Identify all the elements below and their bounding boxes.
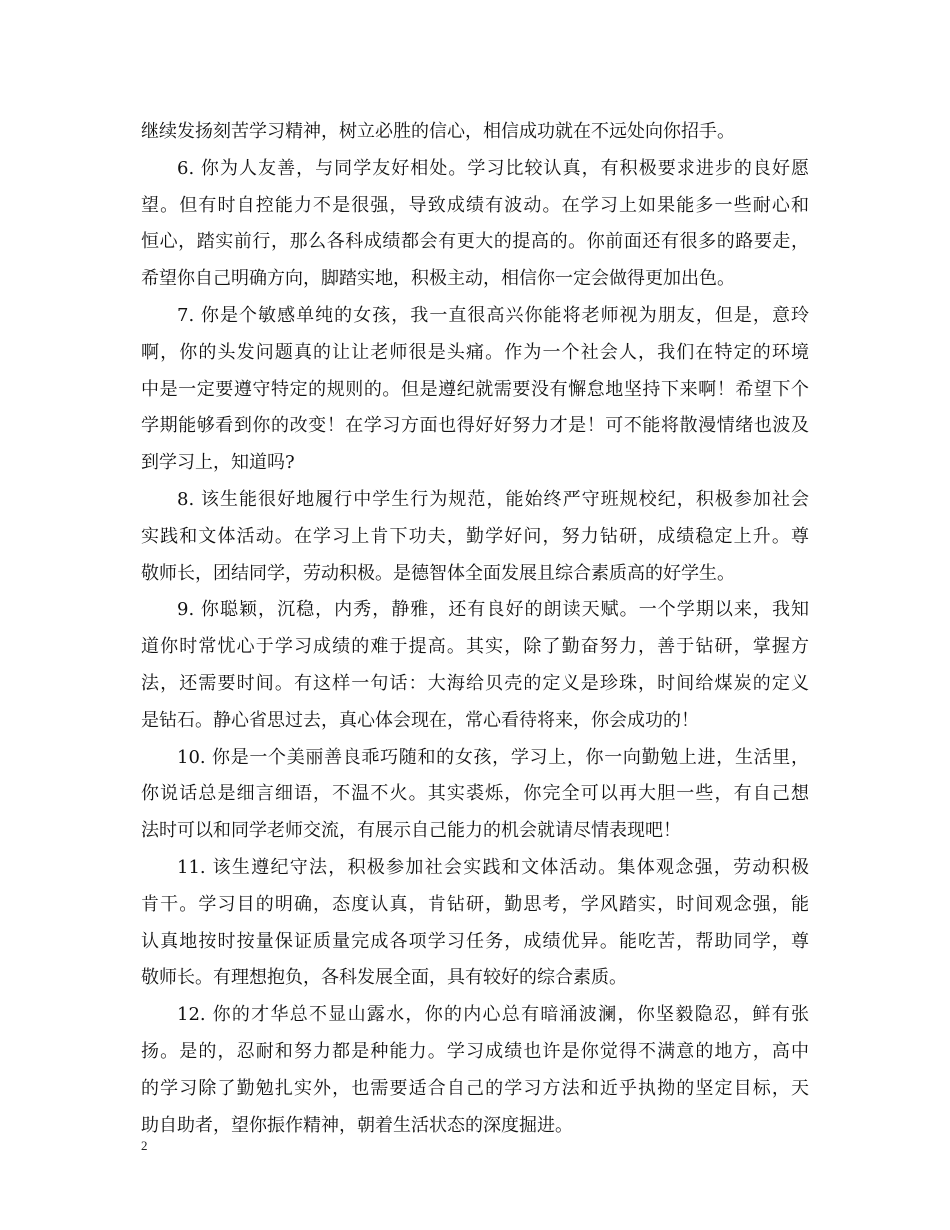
text-line: 肯干。学习目的明确，态度认真，肯钻研，勤思考，学风踏实，时间观念强，能	[141, 893, 809, 915]
text-line: 法时可以和同学老师交流，有展示自己能力的机会就请尽情表现吧！	[141, 820, 681, 842]
text-line: 你说话总是细言细语，不温不火。其实裘烁，你完全可以再大胆一些，有自己想	[141, 783, 809, 805]
text-line: 敬师长。有理想抱负，各科发展全面，具有较好的综合素质。	[141, 967, 627, 989]
text-line: 啊，你的头发问题真的让让老师很是头痛。作为一个社会人，我们在特定的环境	[141, 341, 809, 363]
text-line: 8. 该生能很好地履行中学生行为规范，能始终严守班规校纪，积极参加社会	[177, 488, 809, 510]
text-line: 扬。是的，忍耐和努力都是种能力。学习成绩也许是你觉得不满意的地方，高中	[141, 1040, 809, 1062]
text-line: 10. 你是一个美丽善良乖巧随和的女孩，学习上，你一向勤勉上进，生活里，	[177, 746, 809, 768]
text-line: 道你时常忧心于学习成绩的难于提高。其实，除了勤奋努力，善于钻研，掌握方	[141, 636, 809, 658]
text-line: 敬师长，团结同学，劳动积极。是德智体全面发展且综合素质高的好学生。	[141, 562, 735, 584]
text-line: 学期能够看到你的改变！在学习方面也得好好努力才是！可不能将散漫情绪也波及	[141, 415, 809, 437]
text-line: 认真地按时按量保证质量完成各项学习任务，成绩优异。能吃苦，帮助同学，尊	[141, 930, 809, 952]
text-line: 恒心，踏实前行，那么各科成绩都会有更大的提高的。你前面还有很多的路要走，	[141, 231, 809, 253]
text-line: 希望你自己明确方向，脚踏实地，积极主动，相信你一定会做得更加出色。	[141, 268, 735, 290]
text-line: 中是一定要遵守特定的规则的。但是遵纪就需要没有懈怠地坚持下来啊！希望下个	[141, 378, 809, 400]
body-text	[141, 114, 809, 1144]
text-line: 9. 你聪颖，沉稳，内秀，静雅，还有良好的朗读天赋。一个学期以来，我知	[177, 599, 809, 621]
text-line: 法，还需要时间。有这样一句话：大海给贝壳的定义是珍珠，时间给煤炭的定义	[141, 672, 809, 694]
text-line: 12. 你的才华总不显山露水，你的内心总有暗涌波澜，你坚毅隐忍，鲜有张	[177, 1004, 809, 1026]
text-line: 助自助者，望你振作精神，朝着生活状态的深度掘进。	[141, 1114, 573, 1136]
text-line: 是钻石。静心省思过去，真心体会现在，常心看待将来，你会成功的！	[141, 709, 699, 731]
text-line: 到学习上，知道吗?	[141, 452, 295, 474]
text-line: 11. 该生遵纪守法，积极参加社会实践和文体活动。集体观念强，劳动积极	[177, 856, 809, 878]
text-line: 7. 你是个敏感单纯的女孩，我一直很高兴你能将老师视为朋友，但是，意玲	[177, 304, 809, 326]
text-line: 继续发扬刻苦学习精神，树立必胜的信心，相信成功就在不远处向你招手。	[141, 121, 735, 142]
text-line: 的学习除了勤勉扎实外，也需要适合自己的学习方法和近乎执拗的坚定目标，天	[141, 1077, 809, 1099]
text-line: 望。但有时自控能力不是很强，导致成绩有波动。在学习上如果能多一些耐心和	[141, 194, 809, 216]
page-number: 2	[141, 1138, 148, 1153]
text-line: 6. 你为人友善，与同学友好相处。学习比较认真，有积极要求进步的良好愿	[177, 157, 809, 179]
text-line: 实践和文体活动。在学习上肯下功夫，勤学好问，努力钻研，成绩稳定上升。尊	[141, 525, 809, 547]
